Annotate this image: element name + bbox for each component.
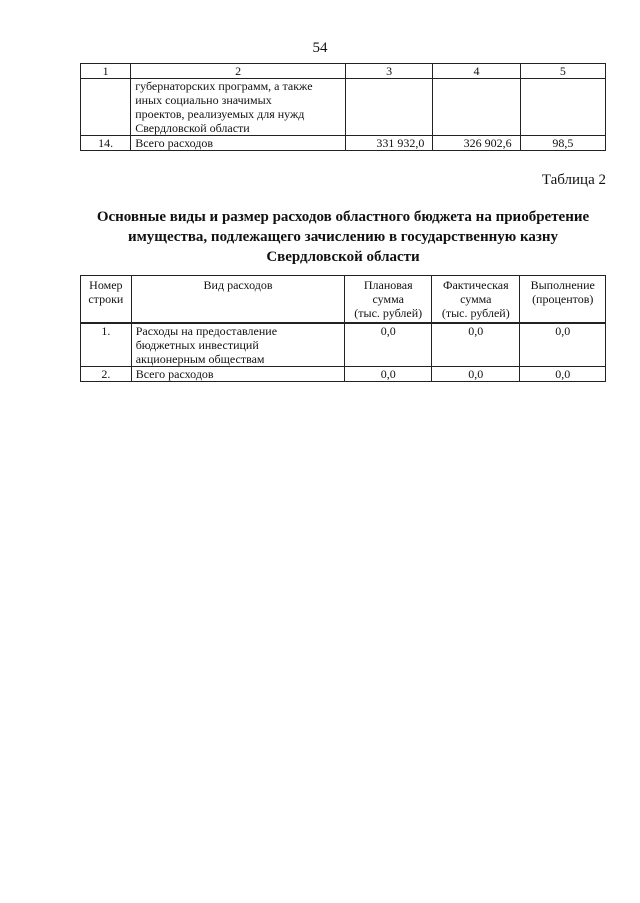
table-row [81, 136, 606, 151]
row-number: 2. [81, 367, 132, 382]
actual-amount: 0,0 [432, 323, 520, 367]
actual-amount: 326 902,6 [433, 136, 520, 151]
column-number: 1 [81, 64, 131, 79]
header-percent [520, 276, 606, 324]
description-line: Свердловской области [135, 121, 250, 135]
description-line: Всего расходов [135, 367, 214, 381]
planned-amount: 0,0 [345, 367, 432, 382]
header-planned-amount [345, 276, 432, 324]
title-line: Основные виды и размер расходов областного бюджета на приобретение [96, 209, 590, 225]
header-line: строки [88, 292, 124, 306]
description-line: Всего расходов [135, 136, 214, 150]
column-number: 4 [433, 64, 520, 79]
table-label: Таблица 2 [541, 172, 606, 188]
header-row-number [81, 276, 132, 324]
actual-amount: 0,0 [432, 367, 520, 382]
planned-amount: 0,0 [345, 323, 432, 367]
header-line: Фактическая [442, 278, 509, 292]
header-line: Вид расходов [203, 278, 273, 292]
header-line: (тыс. рублей) [441, 306, 510, 320]
row-description [131, 136, 346, 151]
header-line: сумма [372, 292, 404, 306]
page-number: 54 [312, 40, 328, 56]
title-line: Свердловской области [266, 249, 420, 265]
header-line: Номер [89, 278, 123, 292]
column-number: 3 [346, 64, 433, 79]
row-number [81, 79, 131, 136]
actual-amount [433, 79, 520, 136]
column-number: 5 [520, 64, 605, 79]
percent-value [520, 79, 605, 136]
header-line: (тыс. рублей) [354, 306, 423, 320]
percent-value: 0,0 [520, 367, 606, 382]
percent-value: 0,0 [520, 323, 606, 367]
header-line: (процентов) [532, 292, 594, 306]
table-title [80, 207, 606, 267]
column-number: 2 [131, 64, 346, 79]
row-number: 14. [81, 136, 131, 151]
row-number: 1. [81, 323, 132, 367]
table-row [81, 323, 606, 367]
budget-table-continuation [80, 63, 606, 151]
description-line: иных социально значимых [135, 93, 272, 107]
planned-amount [346, 79, 433, 136]
header-line: сумма [460, 292, 492, 306]
description-line: бюджетных инвестиций [135, 338, 259, 352]
table-row [81, 367, 606, 382]
property-expenses-table [80, 275, 606, 382]
description-line: губернаторских программ, а также [135, 79, 313, 93]
column-number-row [81, 64, 606, 79]
description-line: акционерным обществам [135, 352, 265, 366]
table-header-row [81, 276, 606, 324]
header-line: Плановая [363, 278, 413, 292]
row-description [131, 367, 345, 382]
row-description [131, 323, 345, 367]
row-description [131, 79, 346, 136]
header-expense-kind [131, 276, 345, 324]
percent-value: 98,5 [520, 136, 605, 151]
header-actual-amount [432, 276, 520, 324]
description-line: проектов, реализуемых для нужд [135, 107, 305, 121]
title-line: имущества, подлежащего зачислению в государственную казну [127, 229, 559, 245]
description-line: Расходы на предоставление [135, 324, 278, 338]
planned-amount: 331 932,0 [346, 136, 433, 151]
table-row [81, 79, 606, 136]
header-line: Выполнение [530, 278, 595, 292]
